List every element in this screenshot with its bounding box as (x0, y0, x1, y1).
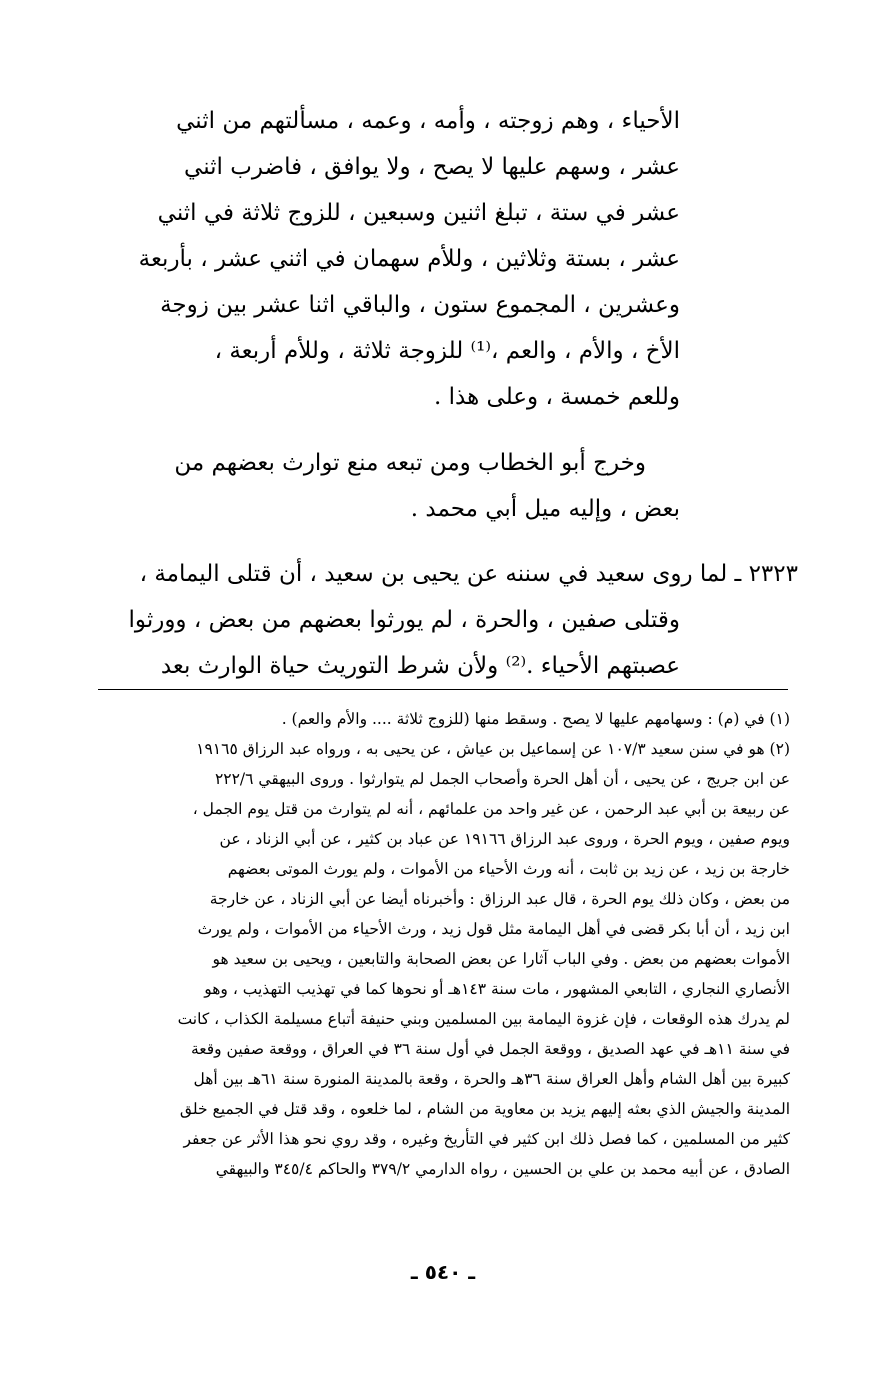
footnote-line: ويوم صفين ، ويوم الحرة ، وروى عبد الرزاق ١٩١٦٦ عن عباد بن كثير ، عن أبي الزناد ، عن (219, 830, 790, 848)
footnote-separator (98, 689, 788, 690)
text-line: عشر في ستة ، تبلغ اثنين وسبعين ، للزوج ثلاثة في اثني (157, 200, 680, 226)
footnote-line: (١) في (م) : وسهامهم عليها لا يصح . وسقط منها (للزوج ثلاثة .... والأم والعم) . (281, 710, 790, 728)
footnote-line: كثير من المسلمين ، كما فصل ذلك ابن كثير في التأريخ وغيره ، وقد روي نحو هذا الأثر عن جعفر (183, 1130, 790, 1148)
text-line: وقتلى صفين ، والحرة ، لم يورثوا بعضهم من بعض ، وورثوا (128, 607, 680, 633)
main-paragraph-1 (98, 98, 680, 420)
text-line: عشر ، بستة وثلاثين ، وللأم سهمان في اثني عشر ، بأربعة (138, 246, 680, 272)
text-line: بعض ، وإليه ميل أبي محمد . (410, 496, 680, 522)
page-number: ـ ٥٤٠ ـ (410, 1260, 476, 1284)
text-line: الأحياء ، وهم زوجته ، وأمه ، وعمه ، مسألتهم من اثني (176, 108, 680, 134)
footnote-line: في سنة ١١هـ في عهد الصديق ، ووقعة الجمل في أول سنة ٣٦ في العراق ، ووقعة صفين وقعة (190, 1040, 790, 1058)
text-line: وخرج أبو الخطاب ومن تبعه منع توارث بعضهم من (174, 450, 646, 476)
text-line: وللعم خمسة ، وعلى هذا . (434, 384, 680, 410)
footnote-line: المدينة والجيش الذي بعثه إليهم يزيد بن معاوية من الشام ، لما خلعوه ، وقد قتل في الجميع خلق (179, 1100, 790, 1118)
footnote-line: عن ابن جريج ، عن يحيى ، أن أهل الحرة وأصحاب الجمل لم يتوارثوا . وروى البيهقي ٢٢٢/٦ (214, 770, 790, 788)
footnote-line: الأنصاري النجاري ، التابعي المشهور ، مات سنة ١٤٣هـ أو نحوها كما في تهذيب التهذيب ، وهو (204, 980, 790, 998)
text-line: وعشرين ، المجموع ستون ، والباقي اثنا عشر بين زوجة (160, 292, 680, 318)
footnote-line: (٢) هو في سنن سعيد ١٠٧/٣ عن إسماعيل بن عياش ، عن يحيى به ، ورواه عبد الرزاق ١٩١٦٥ (196, 740, 790, 758)
footnote-line: الأموات بعضهم من بعض . وفي الباب آثارا عن بعض الصحابة والتابعين ، ويحيى بن سعيد هو (212, 950, 790, 968)
footnote-line: عن ربيعة بن أبي عبد الرحمن ، عن غير واحد من علمائهم ، أنه لم يتوارث من قتل يوم الجمل ، (192, 800, 790, 818)
main-paragraph-2 (98, 440, 680, 532)
numbered-paragraph-2323 (98, 551, 798, 689)
footnote-line: خارجة بن زيد ، عن زيد بن ثابت ، أنه ورث الأحياء من الأموات ، ولم يورث الموتى بعضهم (227, 860, 790, 878)
footnote-line: لم يدرك هذه الوقعات ، فإن غزوة اليمامة بين المسلمين وبني حنيفة أتباع مسيلمة الكذاب ، كانت (177, 1010, 790, 1028)
footnotes (100, 704, 790, 1184)
footnote-line: الصادق ، عن أبيه محمد بن علي بن الحسين ، رواه الدارمي ٣٧٩/٢ والحاكم ٣٤٥/٤ والبيهقي (215, 1160, 790, 1178)
text-line: عشر ، وسهم عليها لا يصح ، ولا يوافق ، فاضرب اثني (184, 154, 680, 180)
footnote-line: كبيرة بين أهل الشام وأهل العراق سنة ٣٦هـ والحرة ، وقعة بالمدينة المنورة سنة ٦١هـ بين أهل (193, 1070, 790, 1088)
footnote-line: ابن زيد ، أن أبا بكر قضى في أهل اليمامة مثل قول زيد ، ورث الأحياء من الأموات ، ولم يورث (197, 920, 790, 938)
text-line: الأخ ، والأم ، والعم ،⁽¹⁾ للزوجة ثلاثة ، وللأم أربعة ، (214, 338, 680, 364)
text-line: ٢٣٢٣ ـ لما روى سعيد في سننه عن يحيى بن سعيد ، أن قتلى اليمامة ، (139, 561, 798, 587)
footnote-line: من بعض ، وكان ذلك يوم الحرة ، قال عبد الرزاق : وأخبرناه أيضا عن أبي الزناد ، عن خارجة (209, 890, 790, 908)
text-line: عصبتهم الأحياء .⁽²⁾ ولأن شرط التوريث حياة الوارث بعد (160, 653, 680, 679)
